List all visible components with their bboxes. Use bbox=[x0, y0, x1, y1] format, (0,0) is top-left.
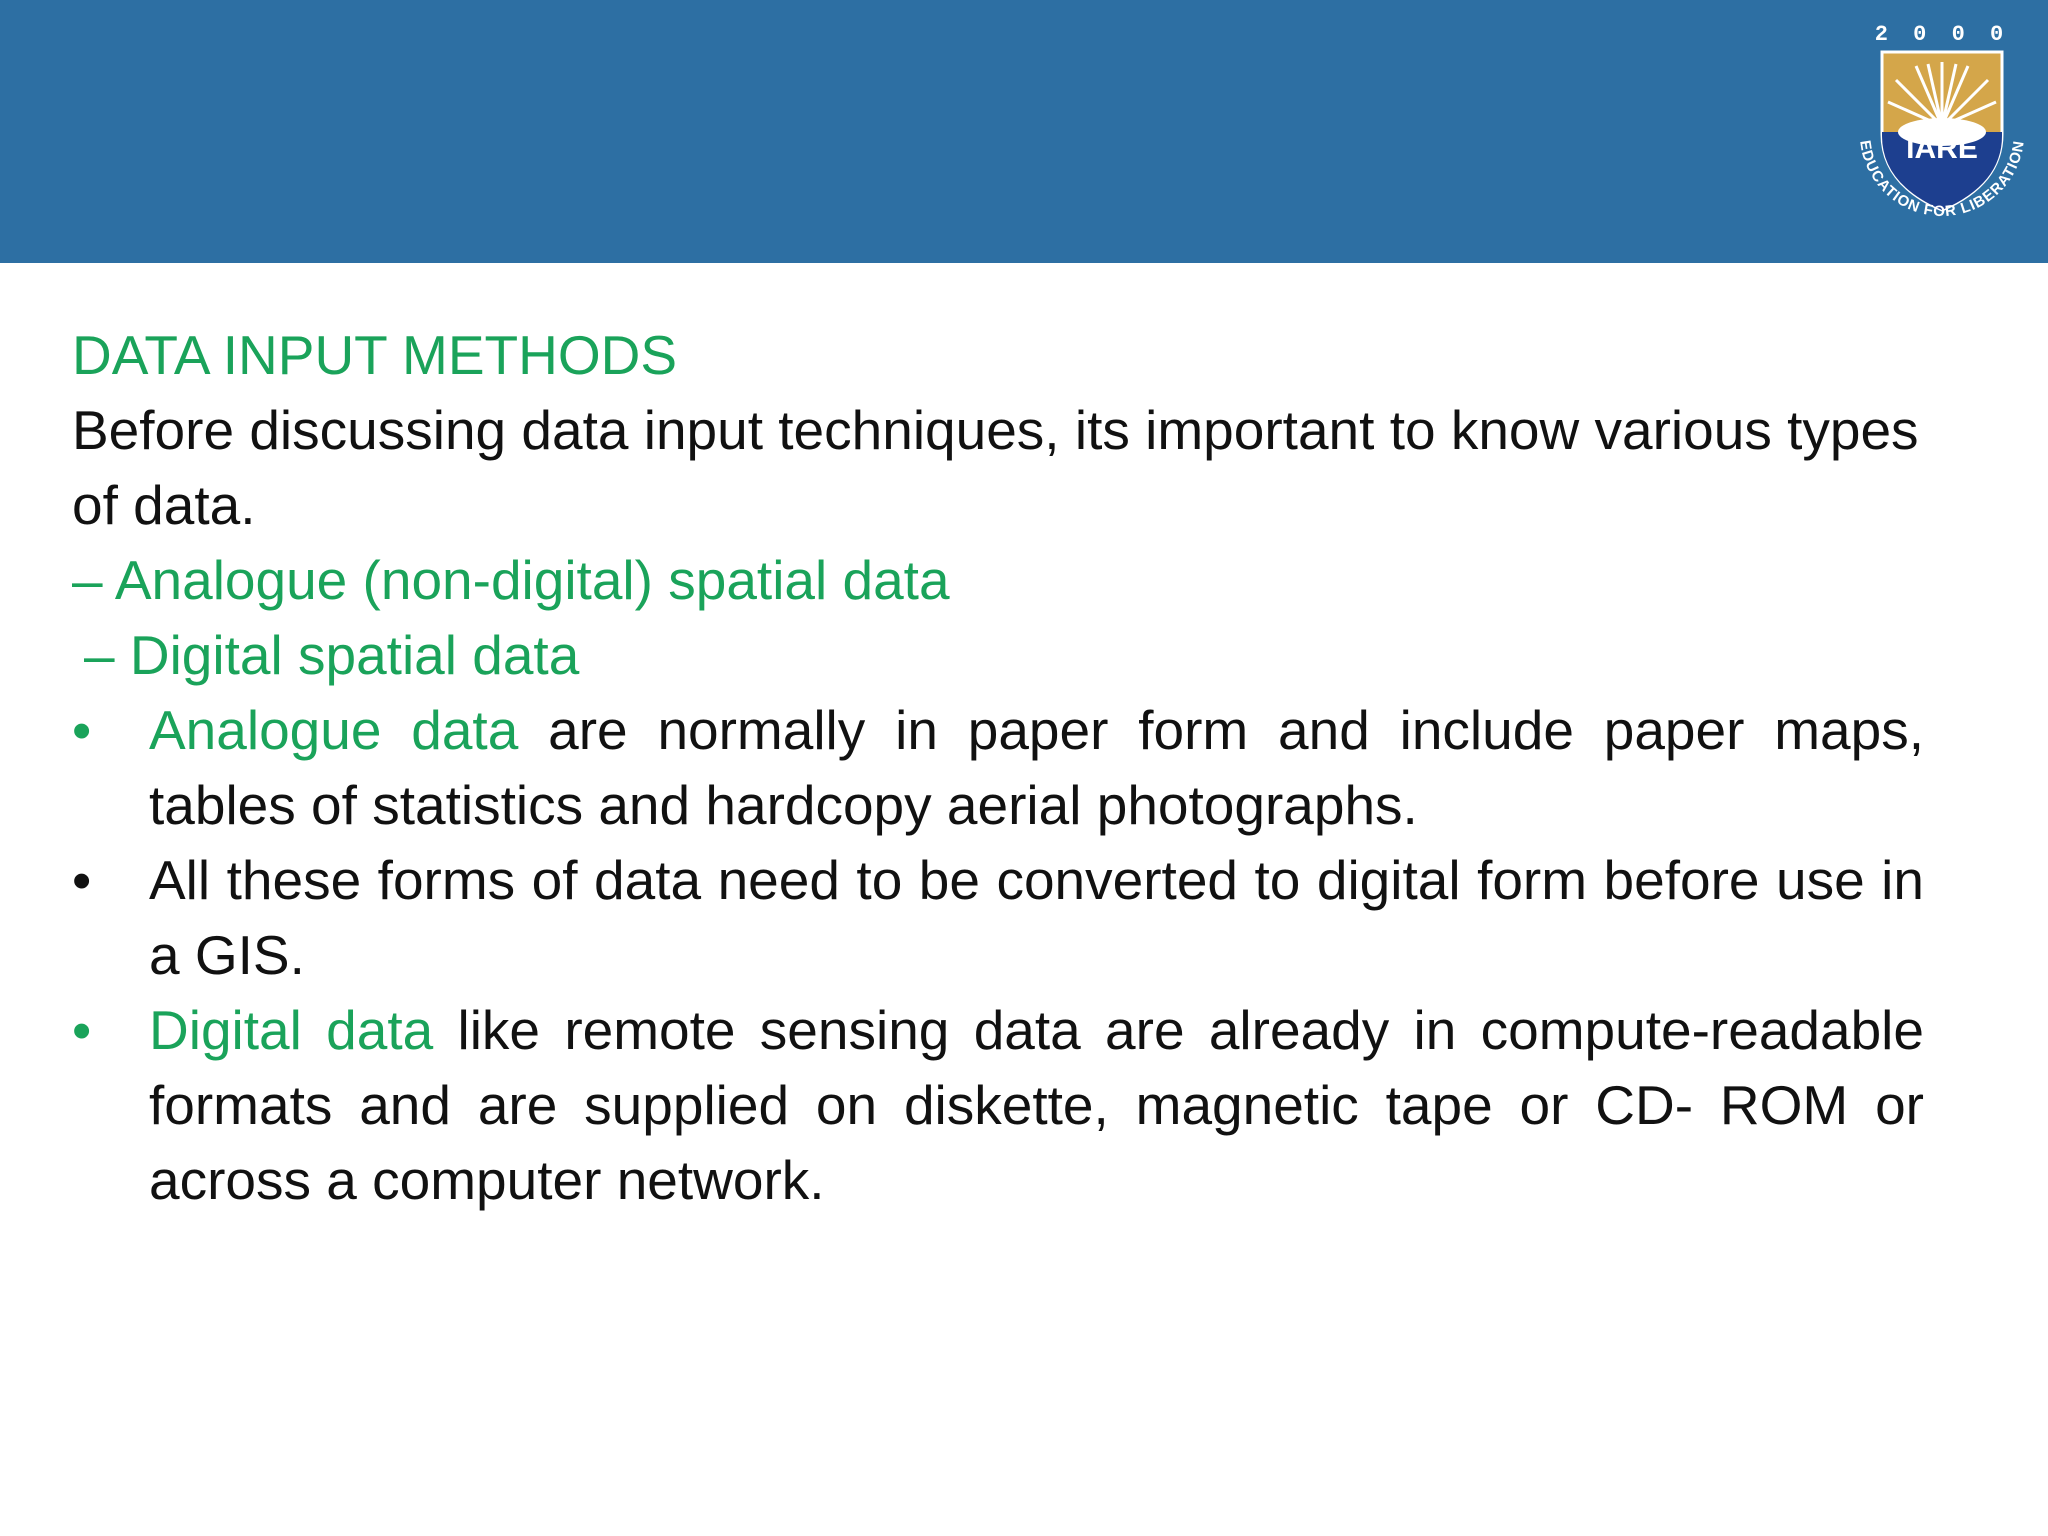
bullet-text: All these forms of data need to be converted to digital form before use in a GIS. bbox=[149, 849, 1924, 986]
sub-item-analogue: – Analogue (non-digital) spatial data bbox=[72, 549, 950, 611]
slide-heading: DATA INPUT METHODS bbox=[72, 324, 678, 386]
bullet-text: are normally in paper form and include paper maps, tables of statistics and hardcopy aerial photographs. bbox=[149, 699, 1924, 836]
bullet-dot-icon: • bbox=[72, 999, 92, 1061]
bullet-item-analogue bbox=[72, 693, 1924, 843]
bullet-text: like remote sensing data are already in compute-readable formats and are supplied on diskette, magnetic tape or CD- ROM or across a computer network. bbox=[149, 999, 1924, 1211]
slide-content bbox=[72, 318, 1924, 1218]
logo-motto-text: EDUCATION FOR LIBERATION bbox=[1856, 139, 2028, 221]
bullet-dot-icon: • bbox=[72, 849, 92, 911]
term-digital-data: Digital data bbox=[149, 999, 434, 1061]
bullet-item-digital bbox=[72, 993, 1924, 1218]
bullet-item-conversion bbox=[72, 843, 1924, 993]
term-analogue-data: Analogue data bbox=[149, 699, 519, 761]
intro-paragraph: Before discussing data input techniques, its important to know various types of data. bbox=[72, 399, 1919, 536]
bullet-list bbox=[72, 693, 1924, 1218]
bullet-dot-icon: • bbox=[72, 699, 92, 761]
iare-logo bbox=[1846, 14, 2038, 236]
logo-year-text: 2 0 0 0 bbox=[1874, 22, 2010, 47]
sub-item-digital: – Digital spatial data bbox=[84, 624, 580, 686]
header-band bbox=[0, 0, 2048, 263]
logo-name-text: IARE bbox=[1906, 132, 1978, 165]
